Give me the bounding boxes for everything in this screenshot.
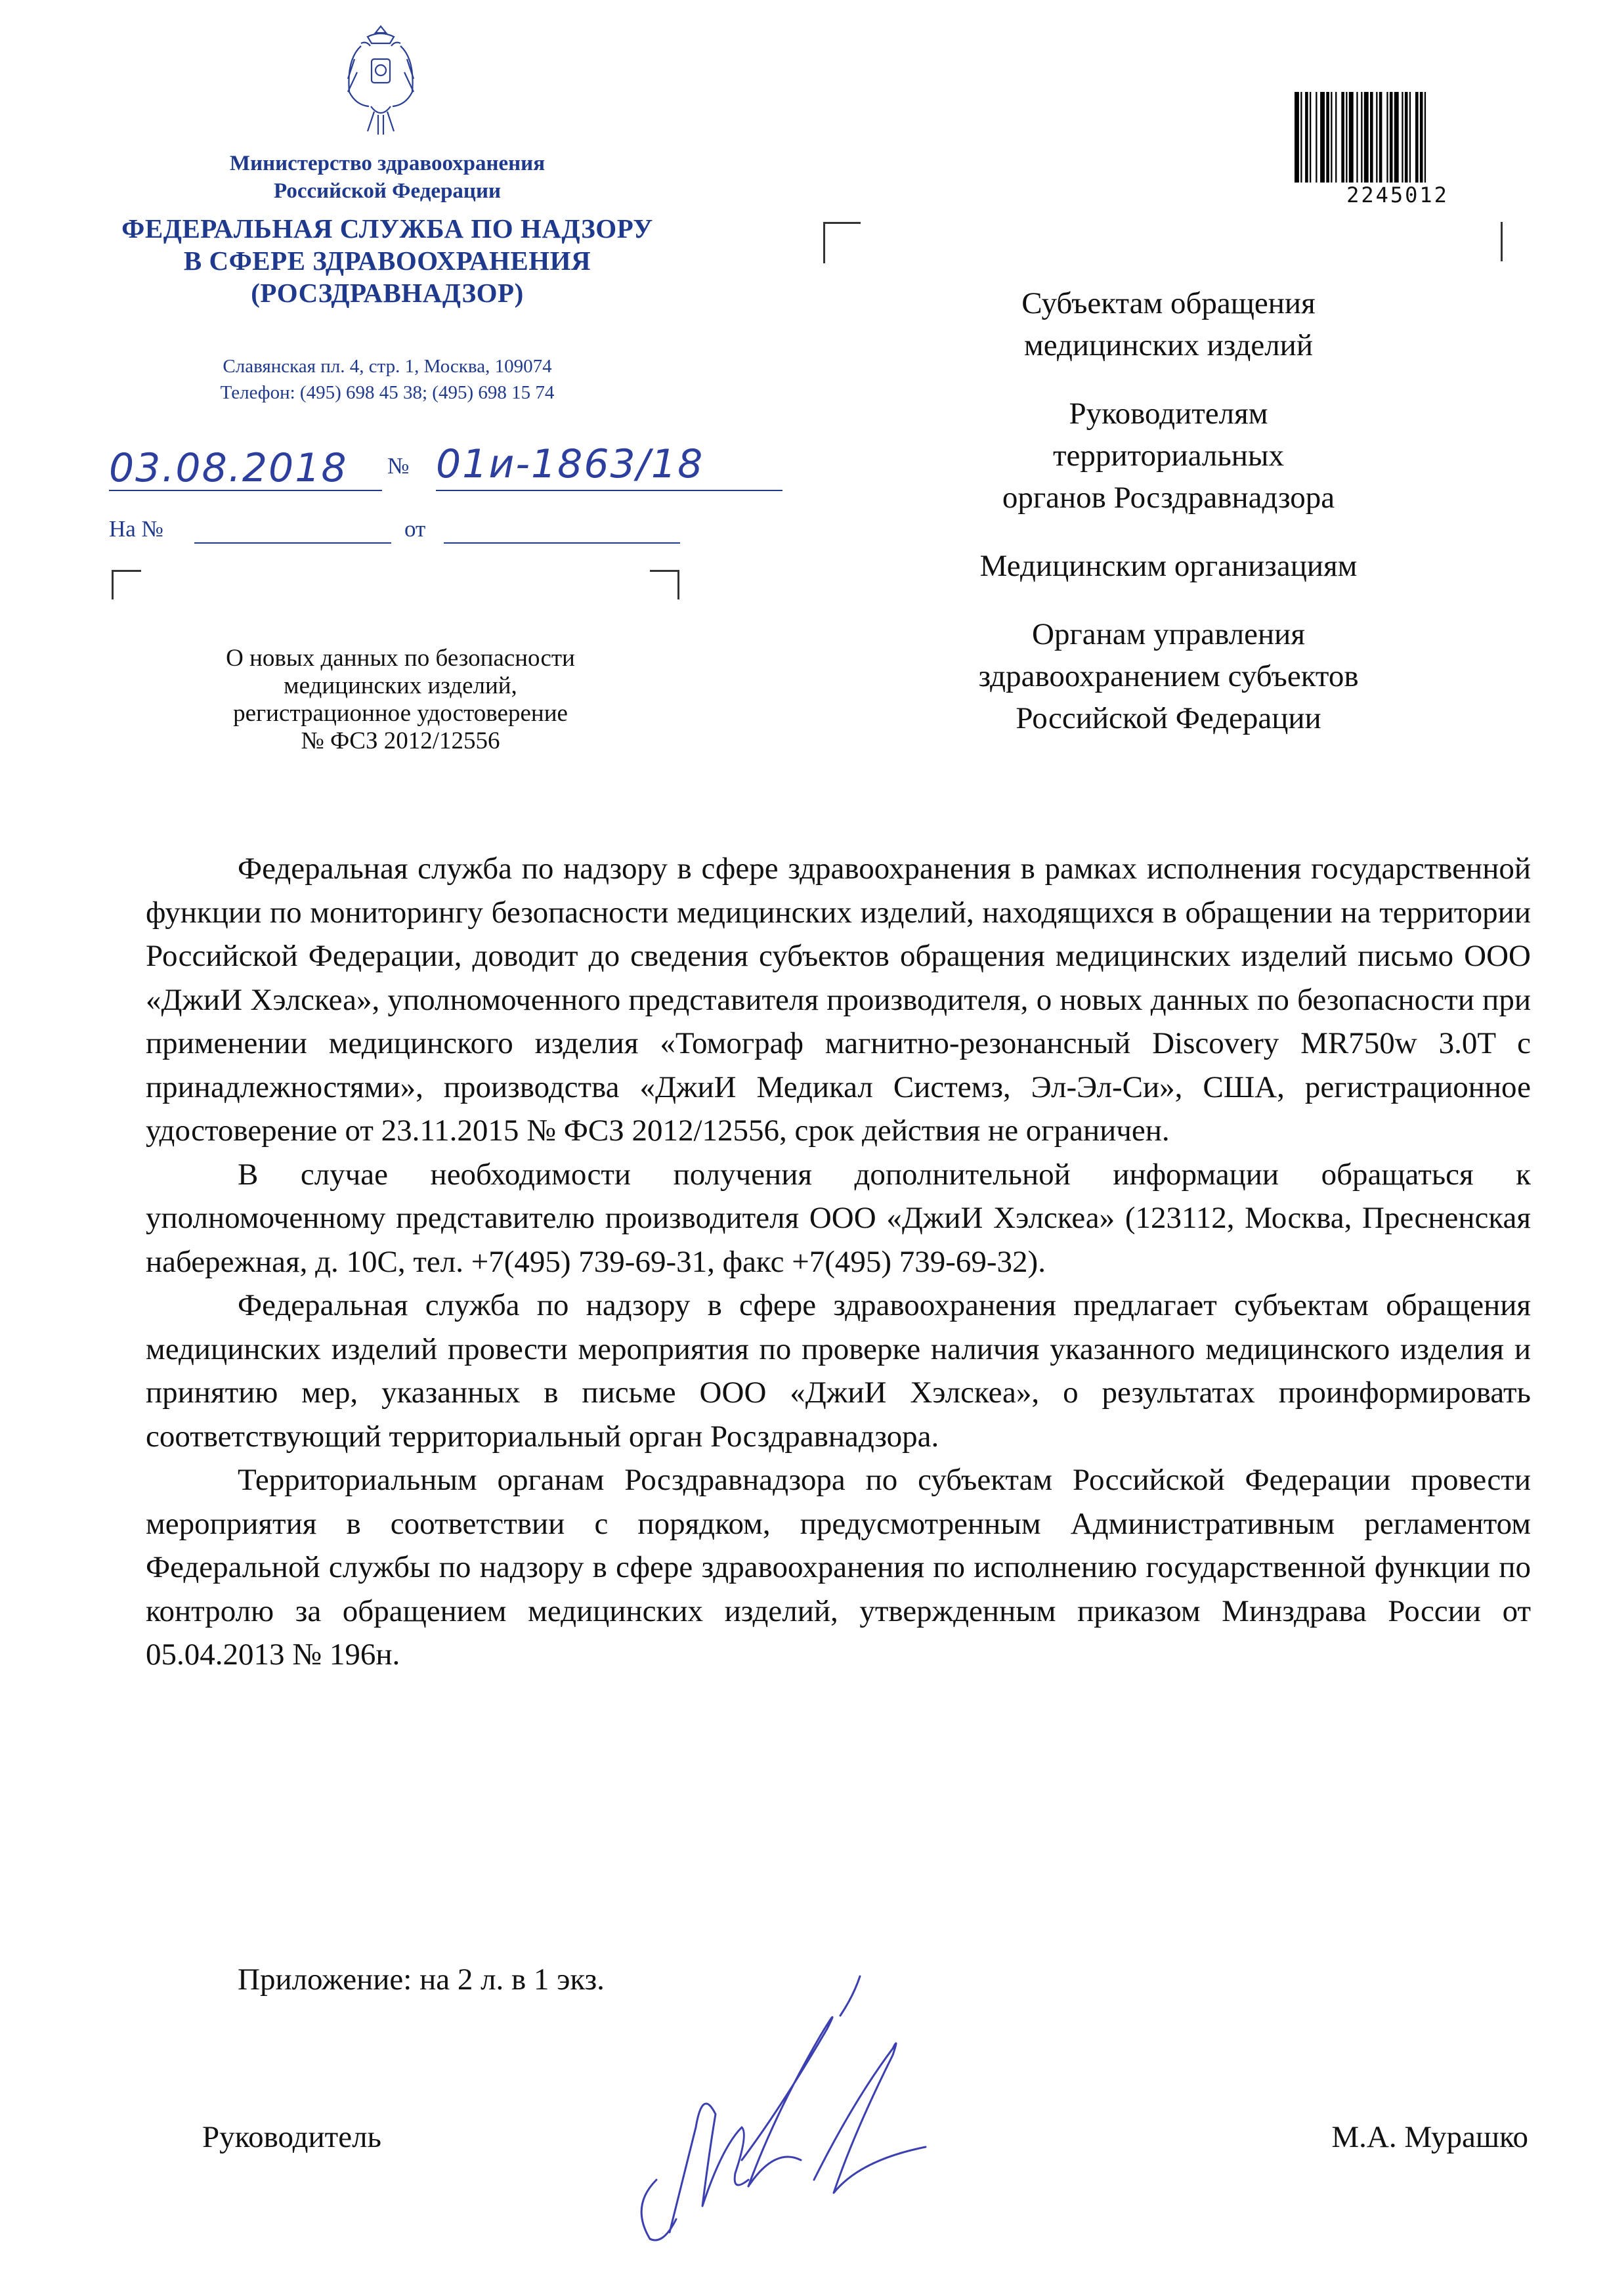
barcode-bar [1390,92,1393,183]
ref-from-label: от [404,516,426,542]
barcode-bar [1409,92,1411,183]
addressee-line: Органам управления [1032,617,1305,651]
signer-name: М.А. Мурашко [1331,2120,1528,2154]
addressee-line: Руководителям [1069,397,1268,431]
corner-mark [823,222,861,263]
addressee-group [893,393,1444,519]
barcode-bar [1295,92,1299,183]
ministry-line: Российской Федерации [274,179,501,203]
addressee-line: Российской Федерации [1016,701,1321,735]
barcode-bar [1386,92,1388,183]
body-paragraph: Территориальным органам Росздравнадзора по субъектам Российской Федерации провести мероприятия в соответствии с порядком, предусмотренным Административным регламентом Федеральной службы по надзору в сфере здравоохранения по исполнению государственной функции по контролю за обращением медицинских изделий, утвержденным приказом Минздрава России от 05.04.2013 № 196н. [146,1463,1531,1672]
barcode-bar [1402,92,1403,183]
barcode-bar [1379,92,1382,183]
ministry-name [92,150,683,205]
barcode-bar [1349,92,1354,183]
barcode-bar [1356,92,1358,183]
barcode-icon [1293,92,1502,183]
subject-line: медицинских изделий, [284,672,517,699]
barcode-bar [1420,92,1423,183]
ministry-line: Министерство здравоохранения [229,152,546,175]
barcode-bar [1405,92,1408,183]
barcode-bar [1320,92,1325,183]
addressee-line: органов Росздравнадзора [1002,481,1335,515]
ref-number-blank [194,542,391,544]
corner-mark [1494,222,1503,261]
service-address [92,353,683,406]
signer-title: Руководитель [202,2120,381,2154]
barcode-bar [1326,92,1329,183]
barcode-bar [1305,92,1308,183]
registration-date: 03.08.2018 [109,445,348,491]
service-line: В СФЕРЕ ЗДРАВООХРАНЕНИЯ [183,246,591,276]
corner-mark [112,570,141,599]
addressee-group [893,545,1444,587]
body-paragraph: Федеральная служба по надзору в сфере здравоохранения в рамках исполнения государственной функции по мониторингу безопасности медицинских изделий, находящихся в обращении на территории Российской Федерации, доводит до сведения субъектов обращения медицинских изделий письмо ООО «ДжиИ Хэлскеа», уполномоченного представителя производителя, о новых данных по безопасности при применении медицинского изделия «Томограф магнитно-резонансный Discovery MR750w 3.0T с принадлежностями», производства «ДжиИ Медикал Системз, Эл-Эл-Си», США, регистрационное удостоверение от 23.11.2015 № ФСЗ 2012/12556, срок действия не ограничен. [146,852,1531,1148]
subject-line: № ФСЗ 2012/12556 [301,727,500,754]
barcode-number: 2245012 [1346,183,1449,207]
letter-body [146,847,1531,1677]
service-line: ФЕДЕРАЛЬНАЯ СЛУЖБА ПО НАДЗОРУ [121,213,653,244]
subject-line: О новых данных по безопасности [226,645,575,672]
subject-line: регистрационное удостоверение [233,700,568,727]
ref-number-label: На № [109,516,163,542]
date-underline [109,490,382,491]
registration-line [109,439,785,498]
service-line: (РОСЗДРАВНАДЗОР) [251,278,524,308]
barcode-bar [1364,92,1369,183]
ref-date-blank [444,542,680,544]
phone-line: Телефон: (495) 698 45 38; (495) 698 15 74 [220,382,555,403]
signature-icon [617,1963,945,2252]
barcode-bar [1300,92,1302,183]
body-paragraph: Федеральная служба по надзору в сфере здравоохранения предлагает субъектам обращения медицинских изделий провести мероприятия по проверке наличия указанного медицинского изделия и принятию мер, указанных в письме ООО «ДжиИ Хэлскеа», о результатах проинформировать соответствующий территориальный орган Росздравнадзора. [146,1288,1531,1454]
body-paragraph: В случае необходимости получения дополнительной информации обращаться к уполномоченному представителю производителя ООО «ДжиИ Хэлскеа» (123112, Москва, Пресненская набережная, д. 10С, тел. +7(495) 739-69-31, факс +7(495) 739-69-32). [146,1157,1531,1279]
addressee-line: Субъектам обращения [1021,286,1316,320]
barcode-bar [1376,92,1377,183]
barcode-bar [1425,92,1426,183]
corner-mark [650,570,679,599]
addressee-line: Медицинским организациям [979,549,1358,583]
reference-line [109,516,680,549]
barcode-bar [1394,92,1399,183]
barcode-bar [1415,92,1419,183]
addressee-group [893,613,1444,739]
addressee-group [893,282,1444,366]
barcode-bar [1370,92,1373,183]
addressee-list [893,282,1444,766]
barcode-bar [1346,92,1347,183]
addressee-line: территориальных [1052,439,1285,473]
service-name [92,213,683,309]
addressee-line: медицинских изделий [1023,328,1313,362]
barcode-bar [1316,92,1317,183]
coat-of-arms-icon [341,20,420,151]
barcode-bar [1341,92,1344,183]
registration-number: 01и-1863/18 [436,441,704,487]
letter-subject [138,645,663,755]
number-underline [436,490,782,491]
address-line: Славянская пл. 4, стр. 1, Москва, 109074 [223,356,552,377]
barcode-bar [1361,92,1362,183]
barcode-bar [1310,92,1311,183]
addressee-line: здравоохранением субъектов [978,659,1359,693]
barcode-bar [1335,92,1337,183]
number-label: № [387,453,410,479]
attachment-note: Приложение: на 2 л. в 1 экз. [238,1962,605,1997]
barcode-bar [1331,92,1332,183]
